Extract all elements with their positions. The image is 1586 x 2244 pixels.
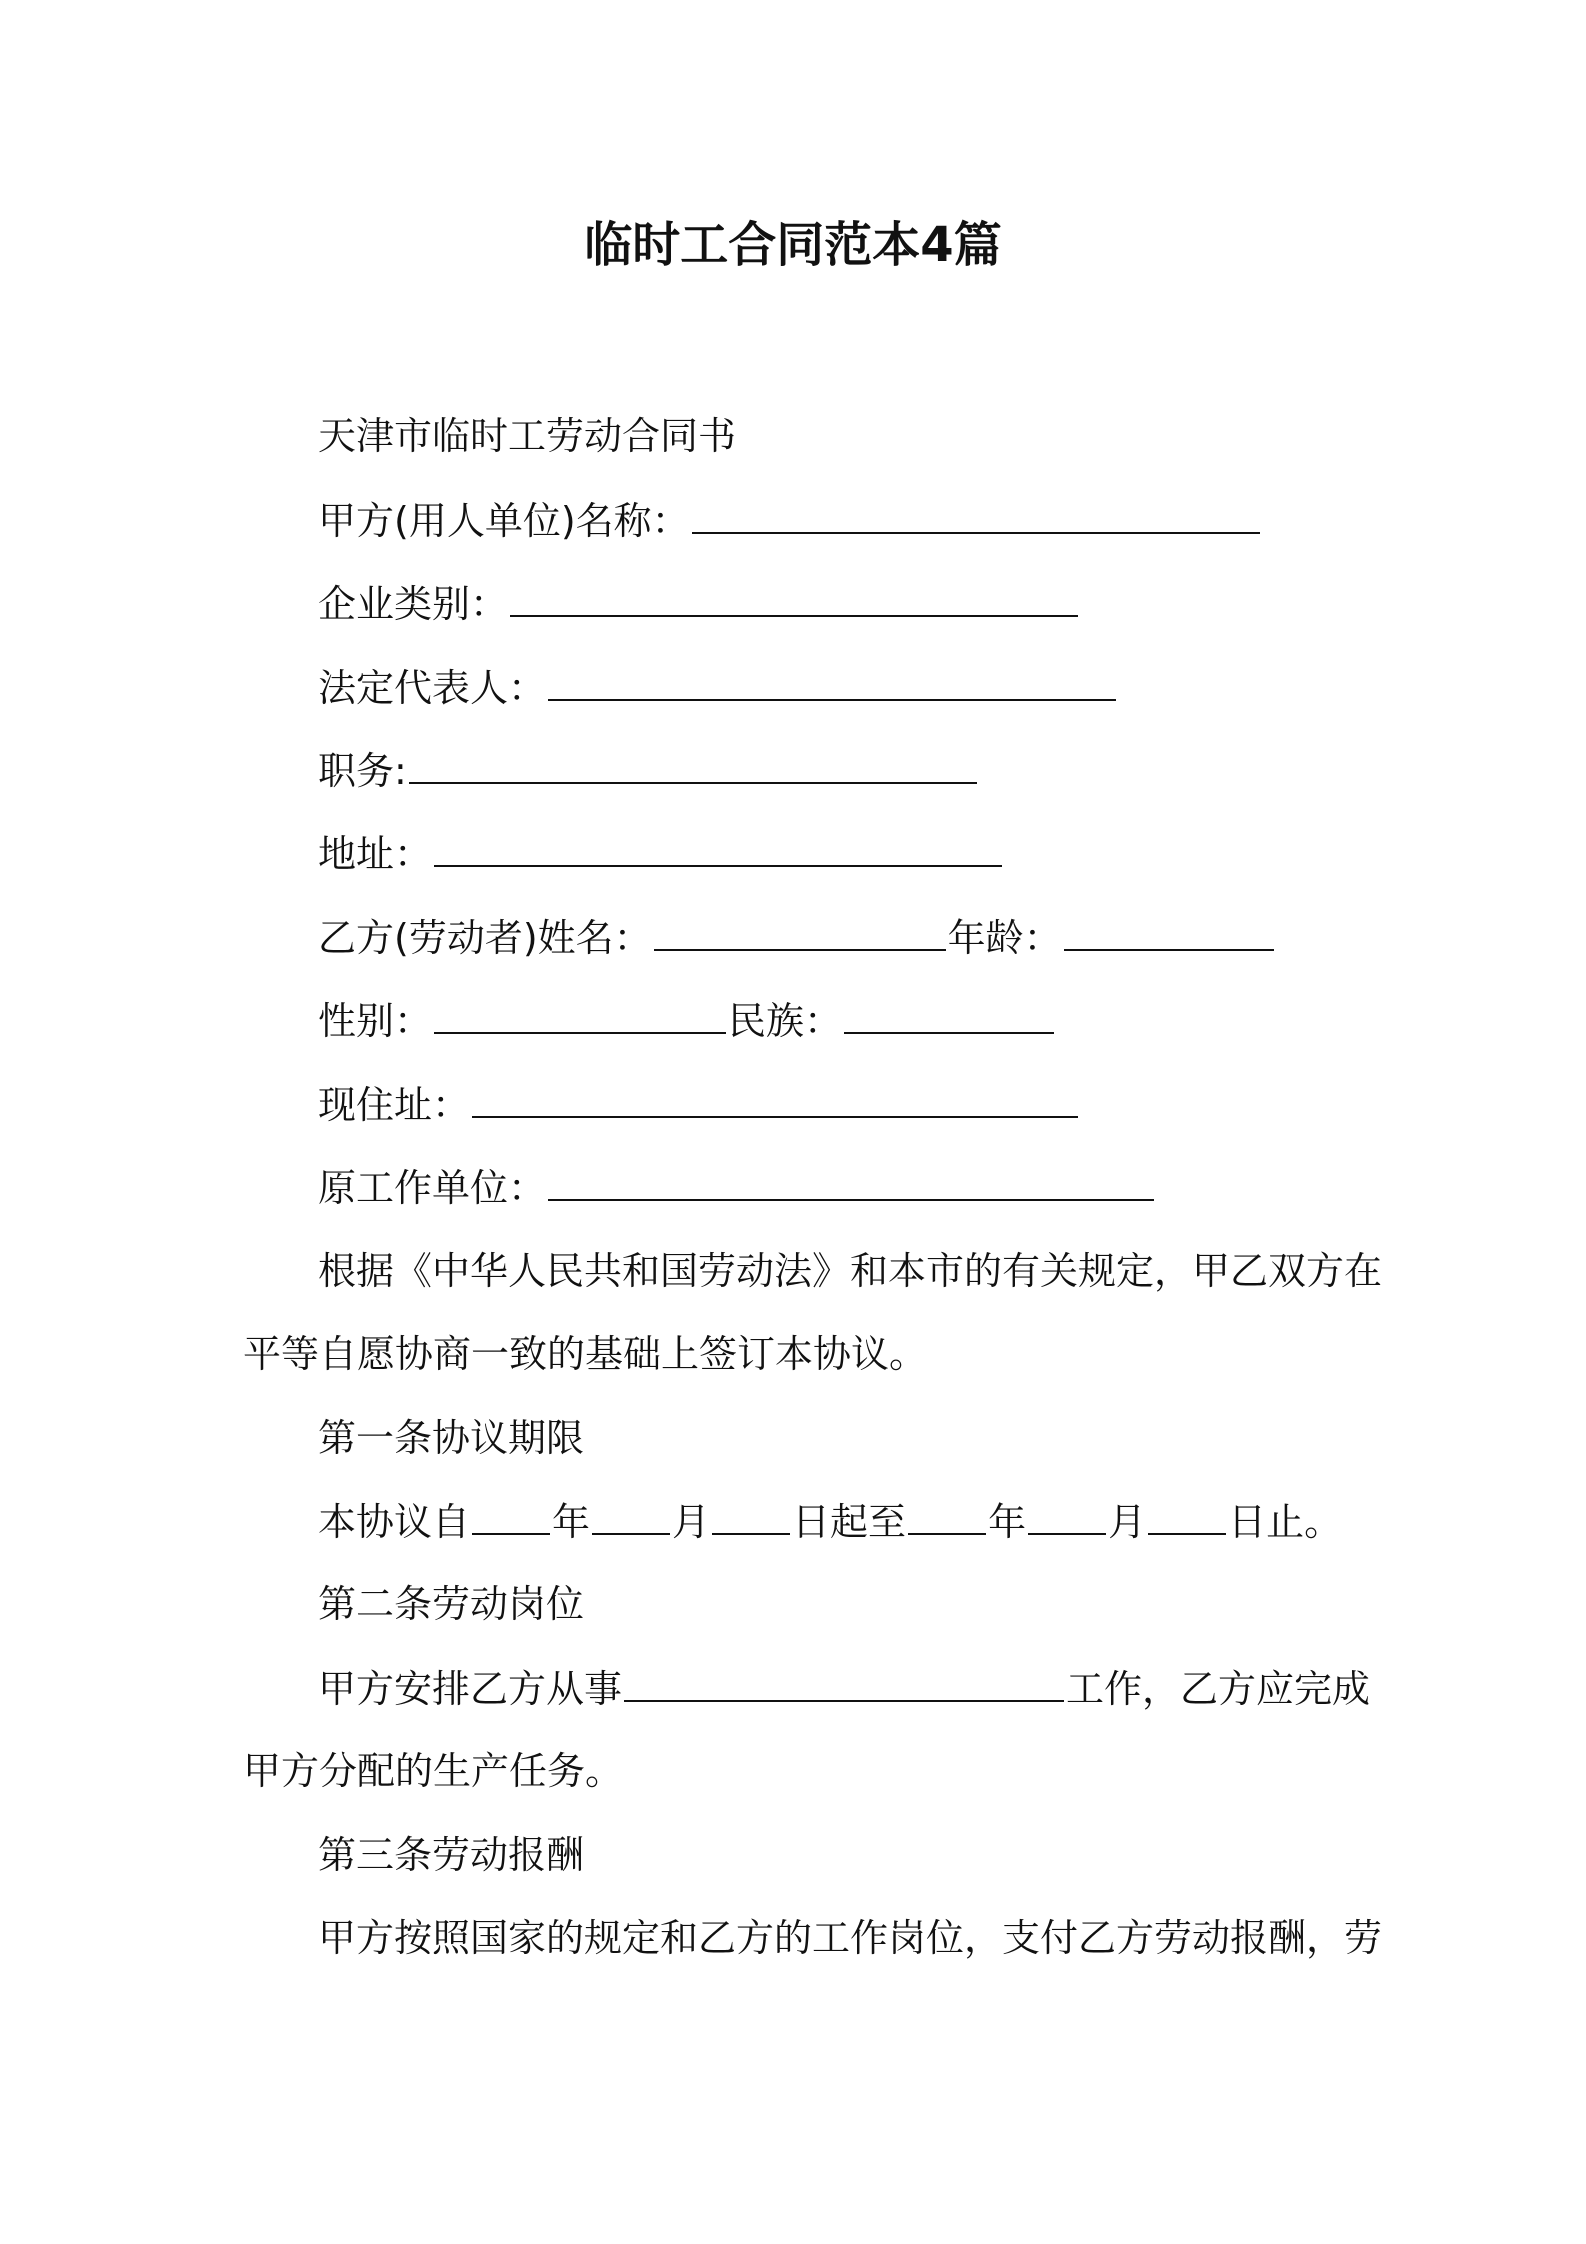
gender-blank	[434, 992, 726, 1034]
article-3-heading: 第三条劳动报酬	[318, 1833, 585, 1877]
ethnicity-blank	[844, 992, 1054, 1034]
article-1-heading: 第一条协议期限	[318, 1416, 585, 1460]
ethnicity-label: 民族：	[728, 999, 843, 1043]
former-employer-blank	[548, 1159, 1154, 1201]
legal-rep-blank	[548, 659, 1116, 701]
former-employer-row	[318, 1159, 1156, 1216]
gender-label: 性别：	[318, 999, 433, 1043]
address-row	[318, 825, 1004, 882]
employer-name-label: 甲方(用人单位)名称：	[318, 499, 690, 543]
employer-name-blank	[692, 492, 1260, 534]
address-label: 地址：	[318, 832, 433, 876]
article-1-text-start: 本协议自	[318, 1500, 471, 1544]
start-month-unit: 月	[672, 1500, 711, 1544]
position-blank	[409, 742, 977, 784]
article-1-text	[318, 1493, 1342, 1550]
contract-subtitle: 天津市临时工劳动合同书	[318, 414, 737, 458]
article-2-text	[318, 1660, 1370, 1717]
intro-line-2: 平等自愿协商一致的基础上签订本协议。	[243, 1332, 928, 1376]
end-day-unit: 日止。	[1228, 1500, 1343, 1544]
end-month-unit: 月	[1108, 1500, 1147, 1544]
article-2-text-a: 甲方安排乙方从事	[318, 1667, 623, 1711]
article-3-line-1: 甲方按照国家的规定和乙方的工作岗位，支付乙方劳动报酬，劳	[318, 1916, 1383, 1960]
worker-name-label: 乙方(劳动者)姓名：	[318, 916, 652, 960]
gender-row	[318, 992, 1056, 1049]
end-year-blank	[908, 1493, 986, 1535]
start-day-unit: 日起至	[792, 1500, 907, 1544]
age-blank	[1064, 909, 1274, 951]
job-type-blank	[624, 1660, 1064, 1702]
document-title: 临时工合同范本4篇	[584, 217, 1002, 273]
legal-rep-label: 法定代表人：	[318, 666, 547, 710]
position-label: 职务:	[318, 749, 407, 793]
employer-name-row	[318, 492, 1262, 549]
intro-line-1: 根据《中华人民共和国劳动法》和本市的有关规定，甲乙双方在	[318, 1249, 1383, 1293]
former-employer-label: 原工作单位：	[318, 1166, 547, 1210]
article-2-line-2: 甲方分配的生产任务。	[243, 1749, 624, 1793]
article-2-heading: 第二条劳动岗位	[318, 1582, 585, 1626]
current-address-blank	[472, 1076, 1078, 1118]
worker-name-blank	[654, 909, 946, 951]
age-label: 年龄：	[947, 916, 1062, 960]
end-year-unit: 年	[988, 1500, 1027, 1544]
start-year-blank	[472, 1493, 550, 1535]
end-month-blank	[1028, 1493, 1106, 1535]
address-blank	[434, 825, 1002, 867]
start-day-blank	[712, 1493, 790, 1535]
enterprise-type-label: 企业类别：	[318, 582, 509, 626]
current-address-row	[318, 1076, 1080, 1133]
enterprise-type-row	[318, 575, 1080, 632]
enterprise-type-blank	[510, 575, 1078, 617]
position-row	[318, 742, 979, 799]
legal-rep-row	[318, 659, 1118, 716]
end-day-blank	[1148, 1493, 1226, 1535]
current-address-label: 现住址：	[318, 1083, 471, 1127]
worker-name-row	[318, 909, 1276, 966]
start-month-blank	[592, 1493, 670, 1535]
article-2-text-b: 工作，乙方应完成	[1066, 1667, 1371, 1711]
start-year-unit: 年	[552, 1500, 591, 1544]
